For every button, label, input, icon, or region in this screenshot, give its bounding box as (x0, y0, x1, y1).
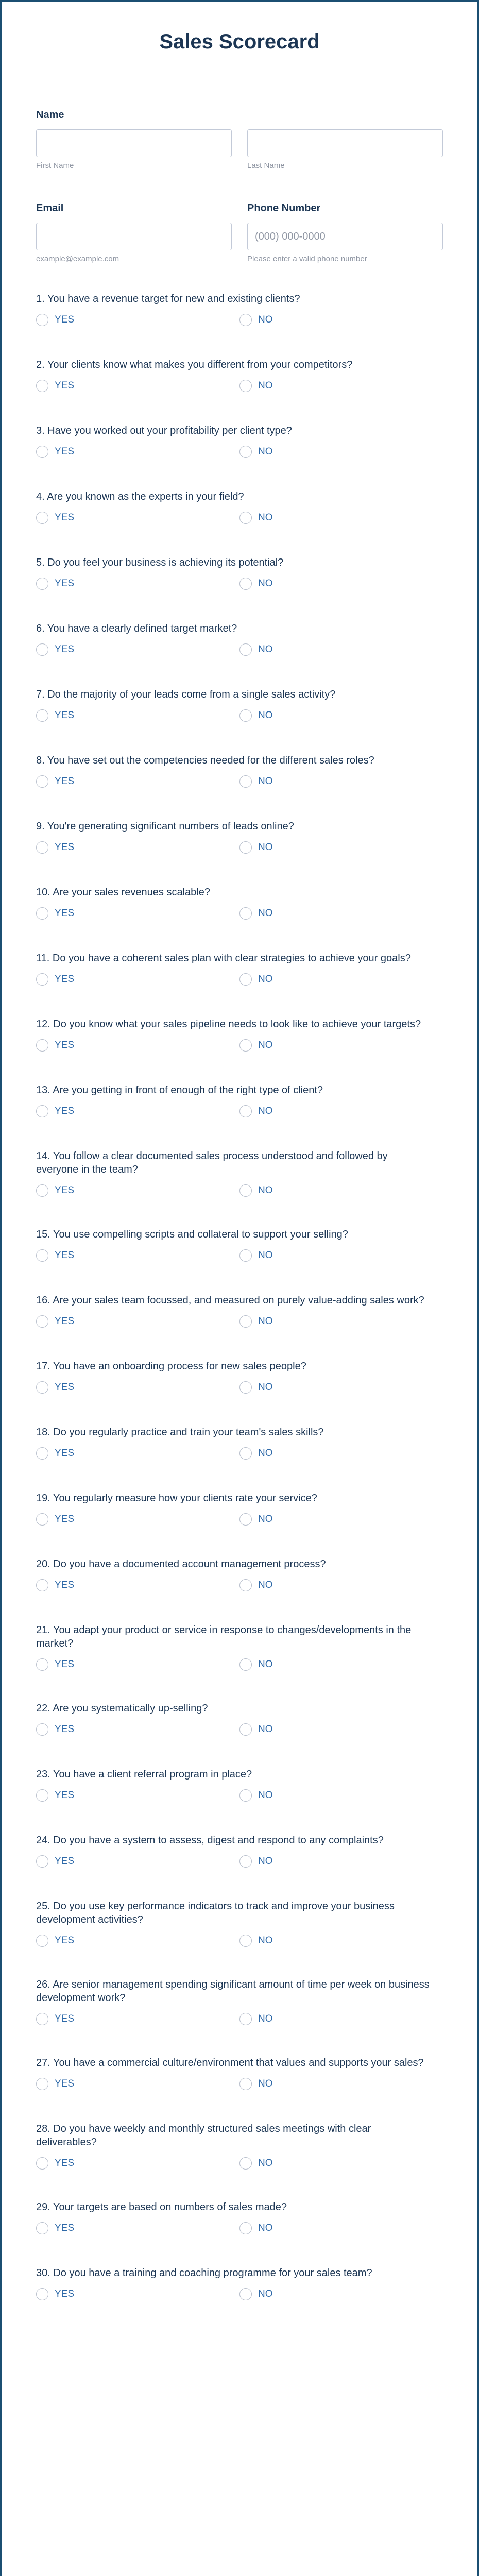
option-yes-label: YES (55, 1040, 75, 1050)
option-no[interactable] (239, 1249, 443, 1262)
answer-options (36, 1723, 443, 1736)
option-no[interactable] (239, 1184, 443, 1197)
radio-button[interactable] (239, 841, 252, 854)
option-yes[interactable] (36, 1249, 239, 1262)
form-body (2, 82, 477, 2300)
question-text: 16. Are your sales team focussed, and measured on purely value-adding sales work? (36, 1295, 424, 1306)
option-no-label: NO (258, 2078, 273, 2089)
option-yes-label: YES (55, 512, 75, 523)
option-no-label: NO (258, 2013, 273, 2024)
option-no-label: NO (258, 908, 273, 919)
answer-options (36, 841, 443, 854)
option-yes-label: YES (55, 1659, 75, 1670)
question-24 (36, 1834, 443, 1868)
question-20 (36, 1557, 443, 1591)
option-yes[interactable] (36, 1723, 239, 1736)
question-text: 11. Do you have a coherent sales plan with clear strategies to achieve your goals? (36, 953, 411, 964)
option-yes-label: YES (55, 1382, 75, 1393)
option-no[interactable] (239, 709, 443, 722)
question-text: 6. You have a clearly defined target market? (36, 623, 237, 634)
option-yes-label: YES (55, 2158, 75, 2168)
option-no-label: NO (258, 1856, 273, 1867)
radio-button[interactable] (239, 1039, 252, 1052)
question-text: 20. Do you have a documented account management process? (36, 1558, 326, 1570)
option-yes-label: YES (55, 644, 75, 655)
radio-button[interactable] (36, 643, 48, 656)
question-17 (36, 1360, 443, 1394)
answer-options (36, 1105, 443, 1117)
radio-button[interactable] (239, 512, 252, 524)
question-9 (36, 820, 443, 854)
radio-button[interactable] (36, 1315, 48, 1328)
question-text: 13. Are you getting in front of enough of the right type of client? (36, 1084, 323, 1096)
answer-options (36, 1789, 443, 1802)
radio-button[interactable] (239, 446, 252, 458)
question-text: 25. Do you use key performance indicators to track and improve your business development activities? (36, 1901, 395, 1925)
option-yes[interactable] (36, 643, 239, 656)
question-text: 10. Are your sales revenues scalable? (36, 887, 210, 898)
radio-button[interactable] (239, 709, 252, 722)
radio-button[interactable] (36, 578, 48, 590)
radio-button[interactable] (239, 380, 252, 392)
radio-button[interactable] (36, 2288, 48, 2300)
question-10 (36, 886, 443, 920)
option-yes[interactable] (36, 512, 239, 524)
answer-options (36, 1381, 443, 1394)
question-5 (36, 556, 443, 590)
option-yes[interactable] (36, 578, 239, 590)
radio-button[interactable] (36, 446, 48, 458)
option-yes[interactable] (36, 2222, 239, 2234)
option-yes-label: YES (55, 1580, 75, 1590)
radio-button[interactable] (36, 314, 48, 326)
option-no[interactable] (239, 1579, 443, 1591)
option-no-label: NO (258, 1250, 273, 1261)
answer-options (36, 2222, 443, 2234)
question-text: 22. Are you systematically up-selling? (36, 1703, 208, 1714)
question-text: 5. Do you feel your business is achieving its potential? (36, 557, 284, 568)
answer-options (36, 2157, 443, 2170)
question-text: 26. Are senior management spending significant amount of time per week on business development work? (36, 1979, 430, 2004)
option-no[interactable] (239, 841, 443, 854)
option-no-label: NO (258, 2289, 273, 2299)
option-no[interactable] (239, 1855, 443, 1868)
radio-button[interactable] (239, 1315, 252, 1328)
answer-options (36, 775, 443, 788)
question-13 (36, 1083, 443, 1117)
option-no[interactable] (239, 512, 443, 524)
option-yes[interactable] (36, 1789, 239, 1802)
radio-button[interactable] (36, 841, 48, 854)
option-no-label: NO (258, 1935, 273, 1946)
question-6 (36, 622, 443, 656)
question-29 (36, 2200, 443, 2234)
name-label: Name (36, 109, 64, 121)
option-no[interactable] (239, 1658, 443, 1671)
option-no[interactable] (239, 1105, 443, 1117)
answer-options (36, 1513, 443, 1526)
question-text: 14. You follow a clear documented sales process understood and followed by everyone in the team? (36, 1150, 388, 1175)
option-yes-label: YES (55, 2223, 75, 2233)
radio-button[interactable] (239, 2013, 252, 2025)
radio-button[interactable] (239, 1658, 252, 1671)
option-yes-label: YES (55, 908, 75, 919)
option-yes-label: YES (55, 1790, 75, 1801)
option-yes-label: YES (55, 2013, 75, 2024)
radio-button[interactable] (36, 2222, 48, 2234)
question-text: 9. You're generating significant numbers of leads online? (36, 821, 294, 832)
radio-button[interactable] (239, 1579, 252, 1591)
answer-options (36, 446, 443, 458)
question-16 (36, 1294, 443, 1328)
question-7 (36, 688, 443, 722)
question-text: 1. You have a revenue target for new and existing clients? (36, 293, 300, 304)
answer-options (36, 1658, 443, 1671)
question-text: 28. Do you have weekly and monthly structured sales meetings with clear deliverables? (36, 2123, 371, 2148)
question-text: 17. You have an onboarding process for new sales people? (36, 1361, 306, 1372)
option-no-label: NO (258, 2223, 273, 2233)
radio-button[interactable] (239, 2288, 252, 2300)
radio-button[interactable] (239, 578, 252, 590)
email-label: Email (36, 202, 64, 214)
radio-button[interactable] (36, 775, 48, 788)
answer-options (36, 578, 443, 590)
answer-options (36, 1249, 443, 1262)
option-yes-label: YES (55, 776, 75, 787)
radio-button[interactable] (239, 643, 252, 656)
answer-options (36, 2013, 443, 2025)
email-input[interactable] (36, 223, 232, 250)
option-yes[interactable] (36, 1935, 239, 1947)
option-yes-label: YES (55, 1514, 75, 1524)
radio-button[interactable] (239, 1184, 252, 1197)
option-yes-label: YES (55, 2078, 75, 2089)
answer-options (36, 643, 443, 656)
option-no[interactable] (239, 1315, 443, 1328)
first-name-sublabel: First Name (36, 161, 74, 170)
option-yes-label: YES (55, 1724, 75, 1735)
option-no-label: NO (258, 1316, 273, 1327)
radio-button[interactable] (239, 973, 252, 986)
question-18 (36, 1426, 443, 1460)
answer-options (36, 512, 443, 524)
phone-label: Phone Number (247, 202, 321, 214)
option-yes[interactable] (36, 841, 239, 854)
radio-button[interactable] (36, 1105, 48, 1117)
answer-options (36, 314, 443, 326)
option-yes[interactable] (36, 1513, 239, 1526)
option-no[interactable] (239, 2222, 443, 2234)
option-no-label: NO (258, 1659, 273, 1670)
option-yes[interactable] (36, 2013, 239, 2025)
option-yes[interactable] (36, 973, 239, 986)
radio-button[interactable] (36, 380, 48, 392)
option-no-label: NO (258, 1514, 273, 1524)
question-text: 27. You have a commercial culture/environment that values and supports your sales? (36, 2057, 424, 2069)
question-30 (36, 2266, 443, 2300)
last-name-sublabel: Last Name (247, 161, 285, 170)
question-text: 7. Do the majority of your leads come from a single sales activity? (36, 689, 336, 700)
option-yes[interactable] (36, 1315, 239, 1328)
radio-button[interactable] (239, 1935, 252, 1947)
option-no[interactable] (239, 973, 443, 986)
radio-button[interactable] (36, 1935, 48, 1947)
radio-button[interactable] (239, 1855, 252, 1868)
form-title: Sales Scorecard (159, 30, 320, 53)
answer-options (36, 709, 443, 722)
radio-button[interactable] (239, 1723, 252, 1736)
option-no[interactable] (239, 775, 443, 788)
question-21 (36, 1623, 443, 1671)
option-no[interactable] (239, 578, 443, 590)
question-text: 8. You have set out the competencies needed for the different sales roles? (36, 755, 374, 766)
question-text: 19. You regularly measure how your clients rate your service? (36, 1493, 317, 1504)
option-yes[interactable] (36, 2078, 239, 2090)
question-25 (36, 1900, 443, 1947)
option-yes-label: YES (55, 1106, 75, 1116)
question-27 (36, 2056, 443, 2090)
question-1 (36, 292, 443, 326)
email-sublabel: example@example.com (36, 255, 119, 263)
phone-sublabel: Please enter a valid phone number (247, 255, 367, 263)
questions-list (36, 292, 443, 2300)
answer-options (36, 1315, 443, 1328)
option-no-label: NO (258, 578, 273, 589)
radio-button[interactable] (239, 1249, 252, 1262)
last-name-input[interactable] (247, 129, 443, 157)
option-no[interactable] (239, 380, 443, 392)
option-no-label: NO (258, 710, 273, 721)
answer-options (36, 907, 443, 920)
option-no-label: NO (258, 644, 273, 655)
radio-button[interactable] (36, 1381, 48, 1394)
radio-button[interactable] (36, 1039, 48, 1052)
question-text: 29. Your targets are based on numbers of sales made? (36, 2201, 287, 2213)
question-text: 4. Are you known as the experts in your field? (36, 491, 244, 502)
radio-button[interactable] (239, 2157, 252, 2170)
question-12 (36, 1018, 443, 1052)
option-yes-label: YES (55, 446, 75, 457)
question-text: 24. Do you have a system to assess, digest and respond to any complaints? (36, 1835, 384, 1846)
option-no[interactable] (239, 2157, 443, 2170)
option-no[interactable] (239, 2288, 443, 2300)
question-text: 15. You use compelling scripts and collateral to support your selling? (36, 1229, 348, 1240)
radio-button[interactable] (239, 2078, 252, 2090)
option-no[interactable] (239, 2078, 443, 2090)
radio-button[interactable] (239, 1789, 252, 1802)
radio-button[interactable] (36, 2013, 48, 2025)
question-text: 23. You have a client referral program in place? (36, 1769, 252, 1780)
option-yes-label: YES (55, 1448, 75, 1459)
radio-button[interactable] (239, 1447, 252, 1460)
option-yes-label: YES (55, 2289, 75, 2299)
radio-button[interactable] (239, 314, 252, 326)
option-no-label: NO (258, 1448, 273, 1459)
radio-button[interactable] (36, 1579, 48, 1591)
radio-button[interactable] (239, 1513, 252, 1526)
question-text: 18. Do you regularly practice and train your team's sales skills? (36, 1427, 324, 1438)
option-yes-label: YES (55, 1316, 75, 1327)
option-yes[interactable] (36, 314, 239, 326)
option-no-label: NO (258, 512, 273, 523)
option-no-label: NO (258, 1724, 273, 1735)
question-22 (36, 1702, 443, 1736)
question-text: 12. Do you know what your sales pipeline needs to look like to achieve your targets? (36, 1019, 421, 1030)
radio-button[interactable] (239, 775, 252, 788)
question-26 (36, 1978, 443, 2025)
option-no-label: NO (258, 1790, 273, 1801)
option-no-label: NO (258, 380, 273, 391)
answer-options (36, 2288, 443, 2300)
option-no[interactable] (239, 1935, 443, 1947)
radio-button[interactable] (36, 2078, 48, 2090)
option-yes[interactable] (36, 1447, 239, 1460)
question-19 (36, 1492, 443, 1526)
option-no-label: NO (258, 2158, 273, 2168)
question-23 (36, 1768, 443, 1802)
option-no-label: NO (258, 1185, 273, 1196)
option-yes-label: YES (55, 1856, 75, 1867)
question-15 (36, 1228, 443, 1262)
option-yes-label: YES (55, 578, 75, 589)
radio-button[interactable] (239, 1105, 252, 1117)
option-no-label: NO (258, 446, 273, 457)
radio-button[interactable] (36, 2157, 48, 2170)
option-no[interactable] (239, 446, 443, 458)
option-yes-label: YES (55, 974, 75, 985)
option-yes[interactable] (36, 1658, 239, 1671)
question-text: 2. Your clients know what makes you different from your competitors? (36, 359, 353, 370)
radio-button[interactable] (36, 1513, 48, 1526)
radio-button[interactable] (36, 512, 48, 524)
radio-button[interactable] (239, 2222, 252, 2234)
option-no-label: NO (258, 842, 273, 853)
answer-options (36, 1935, 443, 1947)
option-no[interactable] (239, 1723, 443, 1736)
answer-options (36, 1039, 443, 1052)
question-4 (36, 490, 443, 524)
radio-button[interactable] (36, 1855, 48, 1868)
radio-button[interactable] (36, 1723, 48, 1736)
option-yes-label: YES (55, 380, 75, 391)
option-no[interactable] (239, 907, 443, 920)
option-no-label: NO (258, 314, 273, 325)
radio-button[interactable] (36, 907, 48, 920)
option-yes[interactable] (36, 1579, 239, 1591)
option-yes[interactable] (36, 1855, 239, 1868)
option-yes[interactable] (36, 380, 239, 392)
radio-button[interactable] (239, 907, 252, 920)
radio-button[interactable] (36, 973, 48, 986)
answer-options (36, 1184, 443, 1197)
radio-button[interactable] (36, 1789, 48, 1802)
option-yes-label: YES (55, 710, 75, 721)
radio-button[interactable] (36, 1249, 48, 1262)
question-14 (36, 1149, 443, 1197)
question-text: 30. Do you have a training and coaching programme for your sales team? (36, 2267, 372, 2279)
phone-input[interactable] (247, 223, 443, 250)
option-no[interactable] (239, 643, 443, 656)
option-no[interactable] (239, 1789, 443, 1802)
option-yes[interactable] (36, 1105, 239, 1117)
answer-options (36, 973, 443, 986)
option-no-label: NO (258, 776, 273, 787)
question-2 (36, 358, 443, 392)
option-yes[interactable] (36, 446, 239, 458)
option-no-label: NO (258, 1040, 273, 1050)
option-yes[interactable] (36, 2157, 239, 2170)
radio-button[interactable] (239, 1381, 252, 1394)
form-header (2, 2, 477, 82)
option-no-label: NO (258, 1106, 273, 1116)
answer-options (36, 380, 443, 392)
question-11 (36, 952, 443, 986)
option-yes[interactable] (36, 2288, 239, 2300)
option-yes[interactable] (36, 1381, 239, 1394)
option-no[interactable] (239, 1447, 443, 1460)
radio-button[interactable] (36, 709, 48, 722)
option-yes[interactable] (36, 907, 239, 920)
answer-options (36, 1447, 443, 1460)
option-no[interactable] (239, 2013, 443, 2025)
radio-button[interactable] (36, 1184, 48, 1197)
option-yes-label: YES (55, 314, 75, 325)
option-yes[interactable] (36, 1184, 239, 1197)
option-no[interactable] (239, 1513, 443, 1526)
option-yes-label: YES (55, 842, 75, 853)
radio-button[interactable] (36, 1447, 48, 1460)
question-28 (36, 2122, 443, 2170)
answer-options (36, 1579, 443, 1591)
question-8 (36, 754, 443, 788)
option-no[interactable] (239, 1039, 443, 1052)
option-no[interactable] (239, 314, 443, 326)
option-no-label: NO (258, 1580, 273, 1590)
option-yes-label: YES (55, 1935, 75, 1946)
question-text: 21. You adapt your product or service in response to changes/developments in the market? (36, 1624, 412, 1649)
answer-options (36, 2078, 443, 2090)
first-name-input[interactable] (36, 129, 232, 157)
answer-options (36, 1855, 443, 1868)
option-yes-label: YES (55, 1250, 75, 1261)
option-no-label: NO (258, 974, 273, 985)
question-3 (36, 424, 443, 458)
option-yes-label: YES (55, 1185, 75, 1196)
option-no[interactable] (239, 1381, 443, 1394)
option-yes[interactable] (36, 1039, 239, 1052)
option-no-label: NO (258, 1382, 273, 1393)
option-yes[interactable] (36, 775, 239, 788)
question-text: 3. Have you worked out your profitability per client type? (36, 425, 292, 436)
radio-button[interactable] (36, 1658, 48, 1671)
option-yes[interactable] (36, 709, 239, 722)
